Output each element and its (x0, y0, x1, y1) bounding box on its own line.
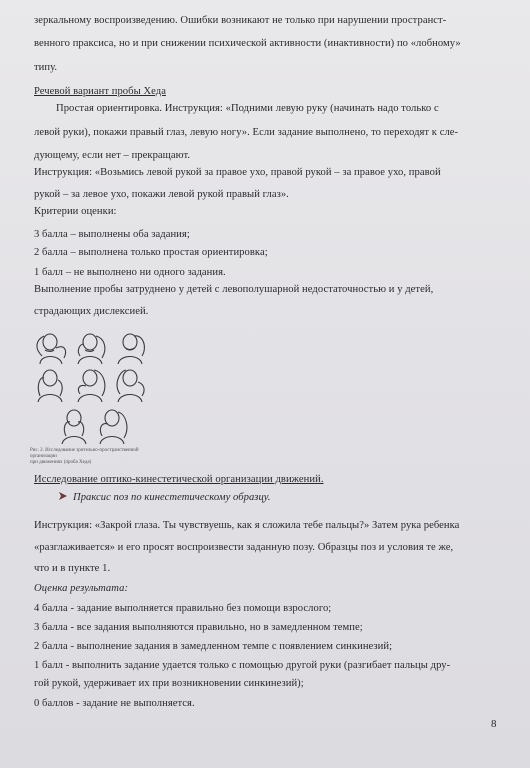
figure-person-3 (118, 334, 144, 364)
section-heading: Речевой вариант пробы Хеда (34, 86, 166, 97)
score-item: 2 балла - выполнение задания в замедленном темпе с появлением синкинезий; (34, 641, 393, 652)
paragraph-line: левой руки), покажи правый глаз, левую ногу». Если задание выполнено, то переходят к сле- (34, 127, 459, 138)
figure-person-6 (117, 370, 144, 402)
paragraph-line: дующему, если нет – прекращают. (34, 150, 191, 161)
score-item: 3 балла - все задания выполняются правильно, но в замедленном темпе; (34, 622, 363, 633)
paragraph-line: Инструкция: «Возьмись левой рукой за правое ухо, правой рукой – за правое ухо, правой (34, 167, 441, 178)
subsection-item (58, 491, 270, 504)
paragraph-line: что и в пункте 1. (34, 563, 111, 574)
figure-person-5 (78, 370, 105, 402)
paragraph-line: рукой – за левое ухо, покажи левой рукой правый глаз». (34, 189, 289, 200)
paragraph-line: страдающих дислексией. (34, 306, 149, 317)
subsection-title: Праксис поз по кинестетическому образцу. (73, 492, 271, 503)
criteria-item: 2 балла – выполнена только простая ориентировка; (34, 247, 268, 258)
figure-person-2 (78, 334, 105, 364)
score-item: 4 балла - задание выполняется правильно без помощи взрослого; (34, 603, 332, 614)
figure-person-4 (38, 370, 62, 402)
paragraph-line: типу. (34, 62, 58, 73)
paragraph-line: Простая ориентировка. Инструкция: «Подними левую руку (начинать надо только с (56, 103, 439, 114)
figure-caption-line: Рис. 2. Исследование зрительно-пространственной организации (30, 448, 139, 459)
figure-caption-line: при движениях (проба Хеда) (30, 460, 92, 465)
score-item: 1 балл - выполнить задание удается только с помощью другой руки (разгибает пальцы дру- (34, 660, 451, 671)
result-heading: Оценка результата: (34, 583, 129, 594)
criteria-heading: Критерии оценки: (34, 206, 117, 217)
page-number: 8 (491, 718, 497, 730)
score-item: гой рукой, удерживает их при возникновении синкинезий); (34, 678, 304, 689)
criteria-item: 3 балла – выполнены оба задания; (34, 229, 190, 240)
figure-drawings (30, 328, 154, 448)
score-item: 0 баллов - задание не выполняется. (34, 698, 195, 709)
head-test-figure (30, 328, 154, 465)
paragraph-line: «разглаживается» и его просят воспроизвести заданную позу. Образцы поз и условия те же, (34, 542, 454, 553)
figure-person-7 (62, 410, 86, 444)
figure-person-1 (37, 334, 66, 364)
paragraph-line: зеркальному воспроизведению. Ошибки возникают не только при нарушении пространст- (34, 15, 447, 26)
figure-person-8 (100, 410, 127, 444)
arrow-bullet-icon (58, 491, 68, 501)
criteria-item: 1 балл – не выполнено ни одного задания. (34, 267, 226, 278)
paragraph-line: Инструкция: «Закрой глаза. Ты чувствуешь, как я сложила тебе пальцы?» Затем рука ребенка (34, 520, 460, 531)
paragraph-line: Выполнение пробы затруднено у детей с левополушарной недостаточностью и у детей, (34, 284, 434, 295)
section-heading: Исследование оптико-кинестетической организации движений. (34, 474, 324, 485)
paragraph-line: венного праксиса, но и при снижении психической активности (инактивности) по «лобному» (34, 38, 461, 49)
